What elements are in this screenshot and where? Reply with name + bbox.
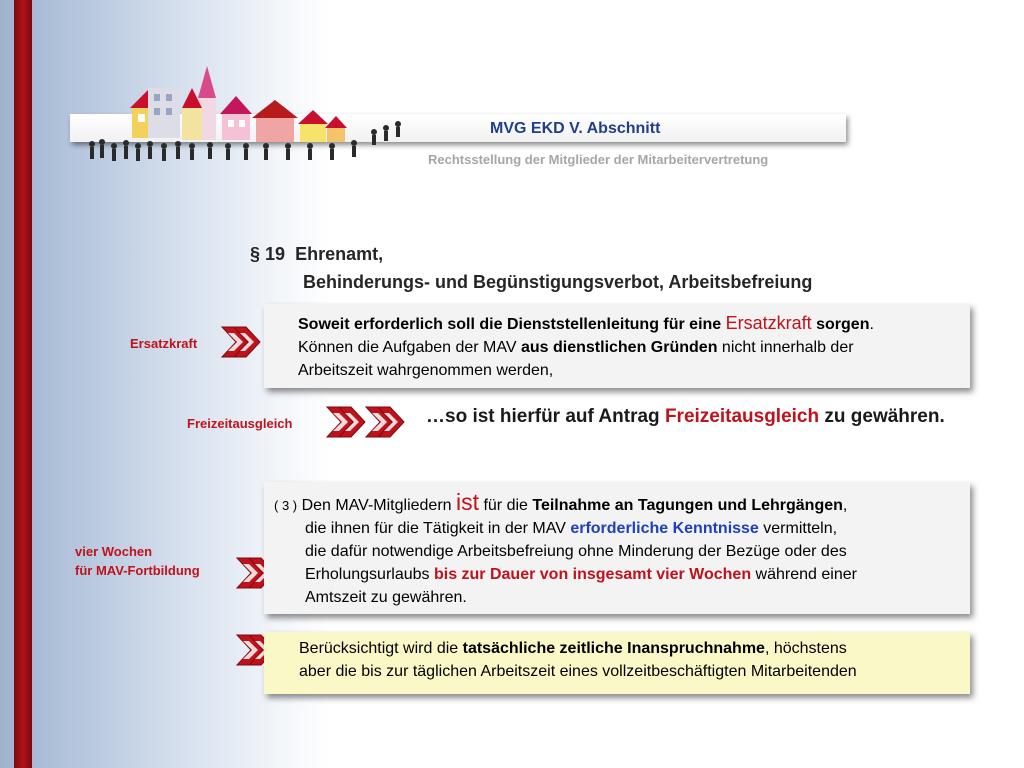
side-label-ersatzkraft: Ersatzkraft — [130, 336, 198, 351]
double-chevron-icon — [364, 405, 406, 439]
town-illustration — [70, 58, 415, 173]
box2-c: zu gewähren. — [819, 406, 945, 427]
box3-line4-b: bis zur Dauer von insgesamt vier Wochen — [433, 566, 752, 583]
box1-line1-d: . — [869, 316, 874, 333]
box3-line2 — [274, 517, 857, 540]
box3-line1-b: ist — [456, 489, 479, 515]
box1-line1-b: Ersatzkraft — [725, 313, 812, 333]
box2-b: Freizeitausgleich — [664, 406, 820, 427]
section-title — [250, 240, 812, 296]
box3-line4 — [274, 563, 857, 586]
header-subtitle: Rechtsstellung der Mitglieder der Mitarbeitervertretung — [428, 152, 769, 167]
box4-line1-b: tatsächliche zeitliche Inanspruchnahme — [462, 640, 765, 657]
box1-line2-b: aus dienstlichen Gründen — [520, 339, 718, 356]
header-title: MVG EKD V. Abschnitt — [490, 120, 661, 137]
side-label-fortbildung — [75, 542, 200, 580]
box3-line5: Amtszeit zu gewähren. — [305, 589, 467, 606]
box3-number: ( 3 ) — [274, 498, 298, 513]
section-title-line1: Ehrenamt, — [295, 244, 384, 264]
box4-line1-c: , höchstens — [764, 640, 847, 657]
box4-line1-a: Berücksichtigt wird die — [299, 640, 463, 657]
fortbildung-text — [274, 491, 857, 609]
red-accent-bar — [14, 0, 32, 768]
box3-line2-c: vermitteln, — [758, 520, 838, 537]
box3-line3: die dafür notwendige Arbeitsbefreiung ohne Minderung der Bezüge oder des — [305, 543, 847, 560]
box3-line1-e: , — [842, 497, 848, 514]
double-chevron-icon — [220, 325, 262, 359]
box3-line1-c: für die — [479, 497, 533, 514]
box1-line1-c: sorgen — [811, 316, 870, 333]
box3-line1-d: Teilnahme an Tagungen und Lehrgängen — [532, 497, 843, 514]
side-label-fortbildung-line2: für MAV-Fortbildung — [75, 563, 200, 578]
box3-line1-a: Den MAV-Mitgliedern — [297, 497, 456, 514]
box1-line2-c: nicht innerhalb der — [717, 339, 854, 356]
box1-line3: Arbeitszeit wahrgenommen werden, — [298, 362, 554, 379]
side-label-freizeitausgleich: Freizeitausgleich — [187, 416, 293, 431]
freizeitausgleich-text — [426, 406, 945, 428]
box3-line4-c: während einer — [751, 566, 857, 583]
ersatzkraft-text — [298, 312, 874, 382]
inanspruchnahme-text — [299, 637, 857, 683]
box1-line1-a: Soweit erforderlich soll die Dienststellenleitung für eine — [298, 316, 726, 333]
box3-line4-a: Erholungsurlaubs — [305, 566, 434, 583]
section-number: § 19 — [250, 244, 286, 264]
double-chevron-icon — [325, 405, 367, 439]
box1-line2-a: Können die Aufgaben der MAV — [298, 339, 521, 356]
box3-line2-a: die ihnen für die Tätigkeit in der MAV — [305, 520, 571, 537]
box3-line2-b: erforderliche Kenntnisse — [570, 520, 759, 537]
section-title-line2: Behinderungs- und Begünstigungsverbot, Arbeitsbefreiung — [303, 272, 813, 292]
box4-line2: aber die bis zur täglichen Arbeitszeit eines vollzeitbeschäftigten Mitarbeitenden — [299, 663, 857, 680]
side-label-fortbildung-line1: vier Wochen — [75, 544, 153, 559]
box2-a: …so ist hierfür auf Antrag — [426, 406, 665, 427]
